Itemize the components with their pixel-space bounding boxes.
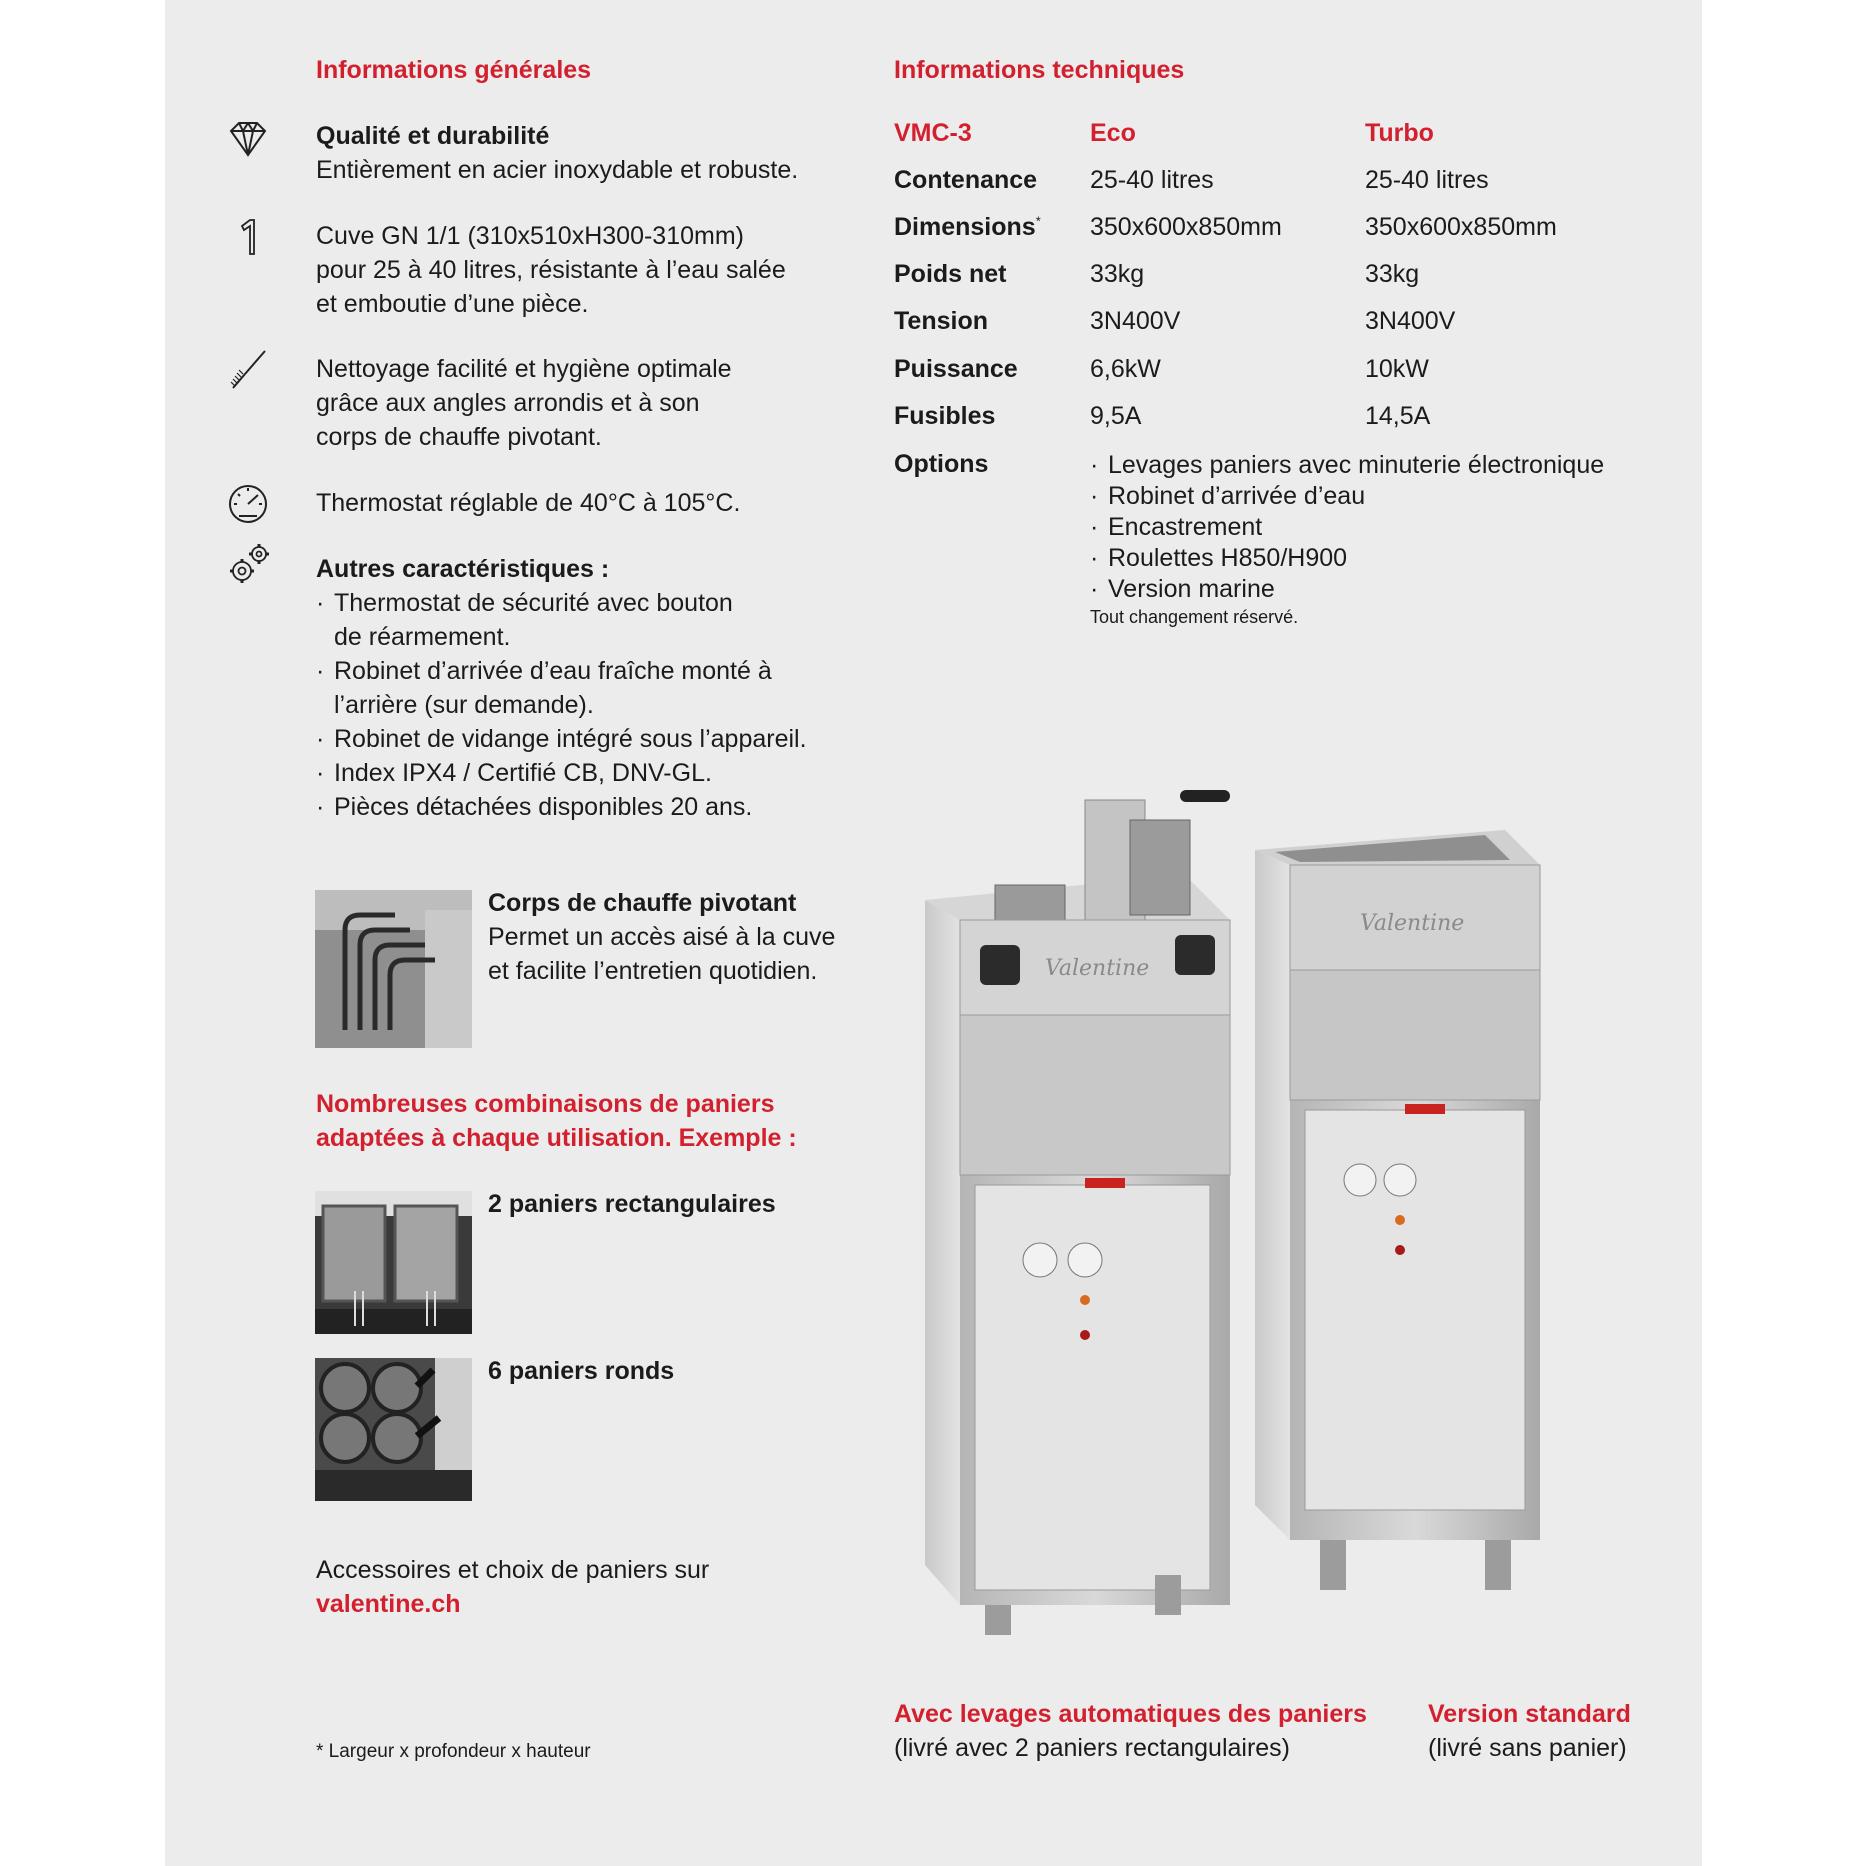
- list-item: · Robinet d’arrivée d’eau fraîche monté à l’arrière (sur demande).: [316, 654, 876, 722]
- feature-tank-line-1: Cuve GN 1/1 (310x510xH300-310mm): [316, 222, 744, 250]
- caption-automatic-title: Avec levages automatiques des paniers: [894, 1700, 1367, 1728]
- table-row: Puissance 6,6kW 10kW: [894, 355, 1429, 383]
- footnote: * Largeur x profondeur x hauteur: [316, 1741, 591, 1762]
- col-turbo: Turbo: [1365, 119, 1434, 147]
- feature-quality-title: Qualité et durabilité: [316, 122, 550, 150]
- page: [165, 0, 1702, 1866]
- list-item: · Robinet d’arrivée d’eau: [1090, 481, 1690, 512]
- table-row: Dimensions* 350x600x850mm 350x600x850mm: [894, 213, 1557, 241]
- caption-automatic-sub: (livré avec 2 paniers rectangulaires): [894, 1734, 1291, 1762]
- feature-cleaning: [316, 352, 836, 454]
- general-info-heading: Informations générales: [316, 56, 592, 84]
- rectangular-baskets-photo: [315, 1191, 472, 1334]
- table-row: Poids net 33kg 33kg: [894, 260, 1420, 288]
- accessories-label: Accessoires et choix de paniers sur: [316, 1556, 710, 1584]
- list-item: · Levages paniers avec minuterie électronique: [1090, 450, 1690, 481]
- brand-logo-left: Valentine: [1045, 956, 1150, 981]
- feature-cleaning-line-3: corps de chauffe pivotant.: [316, 423, 602, 451]
- table-row: Fusibles 9,5A 14,5A: [894, 402, 1431, 430]
- valentine-link[interactable]: valentine.ch: [316, 1590, 461, 1618]
- list-item: · Thermostat de sécurité avec bouton de réarmement.: [316, 586, 876, 654]
- other-characteristics: [316, 552, 876, 824]
- brush-icon: [225, 348, 271, 394]
- number-one-icon: [225, 214, 271, 260]
- caption-automatic: [894, 1697, 1367, 1765]
- list-item: · Index IPX4 / Certifié CB, DNV-GL.: [316, 756, 876, 790]
- options-label: Options: [894, 450, 989, 478]
- accessories-text: [316, 1553, 709, 1621]
- round-baskets-label: 6 paniers ronds: [488, 1357, 675, 1385]
- changes-note: Tout changement réservé.: [1090, 607, 1299, 627]
- feature-tank-line-3: et emboutie d’une pièce.: [316, 290, 589, 318]
- heating-element-line-1: Permet un accès aisé à la cuve: [488, 923, 836, 951]
- heating-element-text: [488, 886, 868, 988]
- heating-element-title: Corps de chauffe pivotant: [488, 889, 797, 917]
- brand-logo-right: Valentine: [1360, 911, 1465, 936]
- gauge-icon: [225, 480, 271, 526]
- list-item: · Encastrement: [1090, 512, 1690, 543]
- spec-header-row: [894, 119, 1694, 159]
- list-item: · Pièces détachées disponibles 20 ans.: [316, 790, 876, 824]
- other-characteristics-list: [316, 586, 876, 824]
- spec-table: [894, 119, 1694, 639]
- col-eco: Eco: [1090, 119, 1136, 147]
- list-item: · Robinet de vidange intégré sous l’appareil.: [316, 722, 876, 756]
- other-characteristics-title: Autres caractéristiques :: [316, 555, 610, 583]
- feature-cleaning-line-1: Nettoyage facilité et hygiène optimale: [316, 355, 732, 383]
- basket-combos-heading: Nombreuses combinaisons de paniers adaptées à chaque utilisation. Exemple :: [316, 1090, 797, 1152]
- table-row: Contenance 25-40 litres 25-40 litres: [894, 166, 1489, 194]
- table-row: Tension 3N400V 3N400V: [894, 307, 1456, 335]
- caption-standard-sub: (livré sans panier): [1428, 1734, 1627, 1762]
- feature-thermostat: Thermostat réglable de 40°C à 105°C.: [316, 489, 741, 517]
- rectangular-baskets-label: 2 paniers rectangulaires: [488, 1190, 776, 1218]
- list-item: · Roulettes H850/H900: [1090, 543, 1690, 574]
- feature-quality-text: Entièrement en acier inoxydable et robuste.: [316, 156, 799, 184]
- heating-element-line-2: et facilite l’entretien quotidien.: [488, 957, 818, 985]
- list-item: · Version marine: [1090, 574, 1690, 605]
- feature-quality: [316, 119, 836, 187]
- caption-standard-title: Version standard: [1428, 1700, 1631, 1728]
- diamond-icon: [225, 117, 271, 163]
- gears-icon: [225, 540, 273, 588]
- caption-standard: [1428, 1697, 1631, 1765]
- options-list: [1090, 450, 1690, 605]
- heating-element-photo: [315, 890, 472, 1048]
- product-photo: [885, 760, 1625, 1640]
- col-model: VMC-3: [894, 119, 972, 147]
- feature-tank-line-2: pour 25 à 40 litres, résistante à l’eau salée: [316, 256, 786, 284]
- technical-info-heading: Informations techniques: [894, 56, 1185, 84]
- feature-tank: [316, 219, 856, 321]
- round-baskets-photo: [315, 1358, 472, 1501]
- feature-cleaning-line-2: grâce aux angles arrondis et à son: [316, 389, 700, 417]
